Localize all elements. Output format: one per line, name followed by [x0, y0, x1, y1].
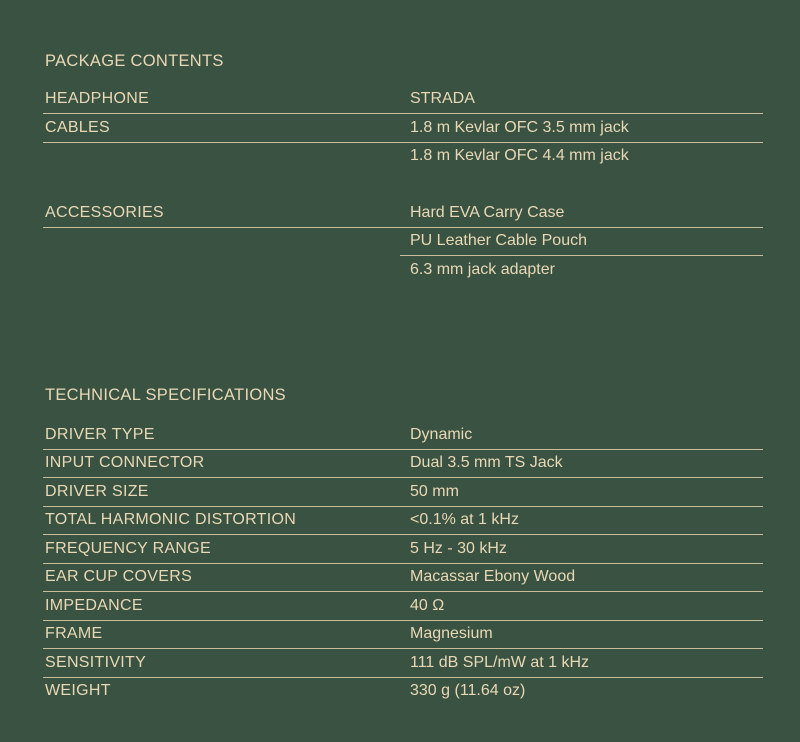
- spec-value: <0.1% at 1 kHz: [410, 511, 519, 528]
- spec-value: 5 Hz - 30 kHz: [410, 540, 507, 557]
- spec-row: [43, 450, 763, 478]
- row-divider: [43, 113, 763, 114]
- spec-value: 40 Ω: [410, 597, 445, 614]
- spec-label: DRIVER TYPE: [45, 426, 155, 443]
- spec-row: [43, 564, 763, 592]
- spec-value: 330 g (11.64 oz): [410, 682, 526, 699]
- accessory-item: PU Leather Cable Pouch: [410, 232, 587, 249]
- spec-label: EAR CUP COVERS: [45, 568, 193, 585]
- package-row-cables-2: [43, 143, 763, 171]
- package-row-accessories-2: [43, 228, 763, 256]
- headphone-value: STRADA: [410, 90, 475, 107]
- spec-row: [43, 621, 763, 649]
- spec-value: 111 dB SPL/mW at 1 kHz: [410, 654, 590, 671]
- cables-label: CABLES: [45, 119, 110, 136]
- spec-row: [43, 536, 763, 564]
- accessory-item: 6.3 mm jack adapter: [410, 261, 555, 278]
- headphone-label: HEADPHONE: [45, 90, 150, 107]
- spec-label: IMPEDANCE: [45, 597, 143, 614]
- spec-label: FRAME: [45, 625, 103, 642]
- spec-row: [43, 678, 763, 706]
- row-divider: [43, 534, 763, 535]
- spec-value: Dynamic: [410, 426, 473, 443]
- package-row-cables: [43, 115, 763, 143]
- spec-row: [43, 593, 763, 621]
- spec-row: [43, 479, 763, 507]
- package-row-accessories-3: [43, 257, 763, 285]
- spec-row: [43, 507, 763, 535]
- package-contents-heading: PACKAGE CONTENTS: [45, 52, 224, 70]
- row-divider: [400, 255, 763, 256]
- spec-label: WEIGHT: [45, 682, 111, 699]
- technical-specifications-heading: TECHNICAL SPECIFICATIONS: [45, 386, 286, 404]
- spec-label: DRIVER SIZE: [45, 483, 149, 500]
- spec-label: FREQUENCY RANGE: [45, 540, 212, 557]
- spec-value: 50 mm: [410, 483, 459, 500]
- accessory-item: Hard EVA Carry Case: [410, 204, 565, 221]
- spec-label: TOTAL HARMONIC DISTORTION: [45, 511, 297, 528]
- package-row-headphone: [43, 86, 763, 114]
- row-divider: [43, 648, 763, 649]
- row-divider: [43, 591, 763, 592]
- spec-label: INPUT CONNECTOR: [45, 454, 205, 471]
- spec-row: [43, 650, 763, 678]
- accessories-label: ACCESSORIES: [45, 204, 164, 221]
- spec-value: Macassar Ebony Wood: [410, 568, 576, 585]
- spec-row: [43, 422, 763, 450]
- spec-label: SENSITIVITY: [45, 654, 147, 671]
- package-row-accessories: [43, 200, 763, 228]
- spec-value: Dual 3.5 mm TS Jack: [410, 454, 563, 471]
- cable-item: 1.8 m Kevlar OFC 3.5 mm jack: [410, 119, 629, 136]
- spec-value: Magnesium: [410, 625, 493, 642]
- cable-item: 1.8 m Kevlar OFC 4.4 mm jack: [410, 147, 629, 164]
- row-divider: [43, 477, 763, 478]
